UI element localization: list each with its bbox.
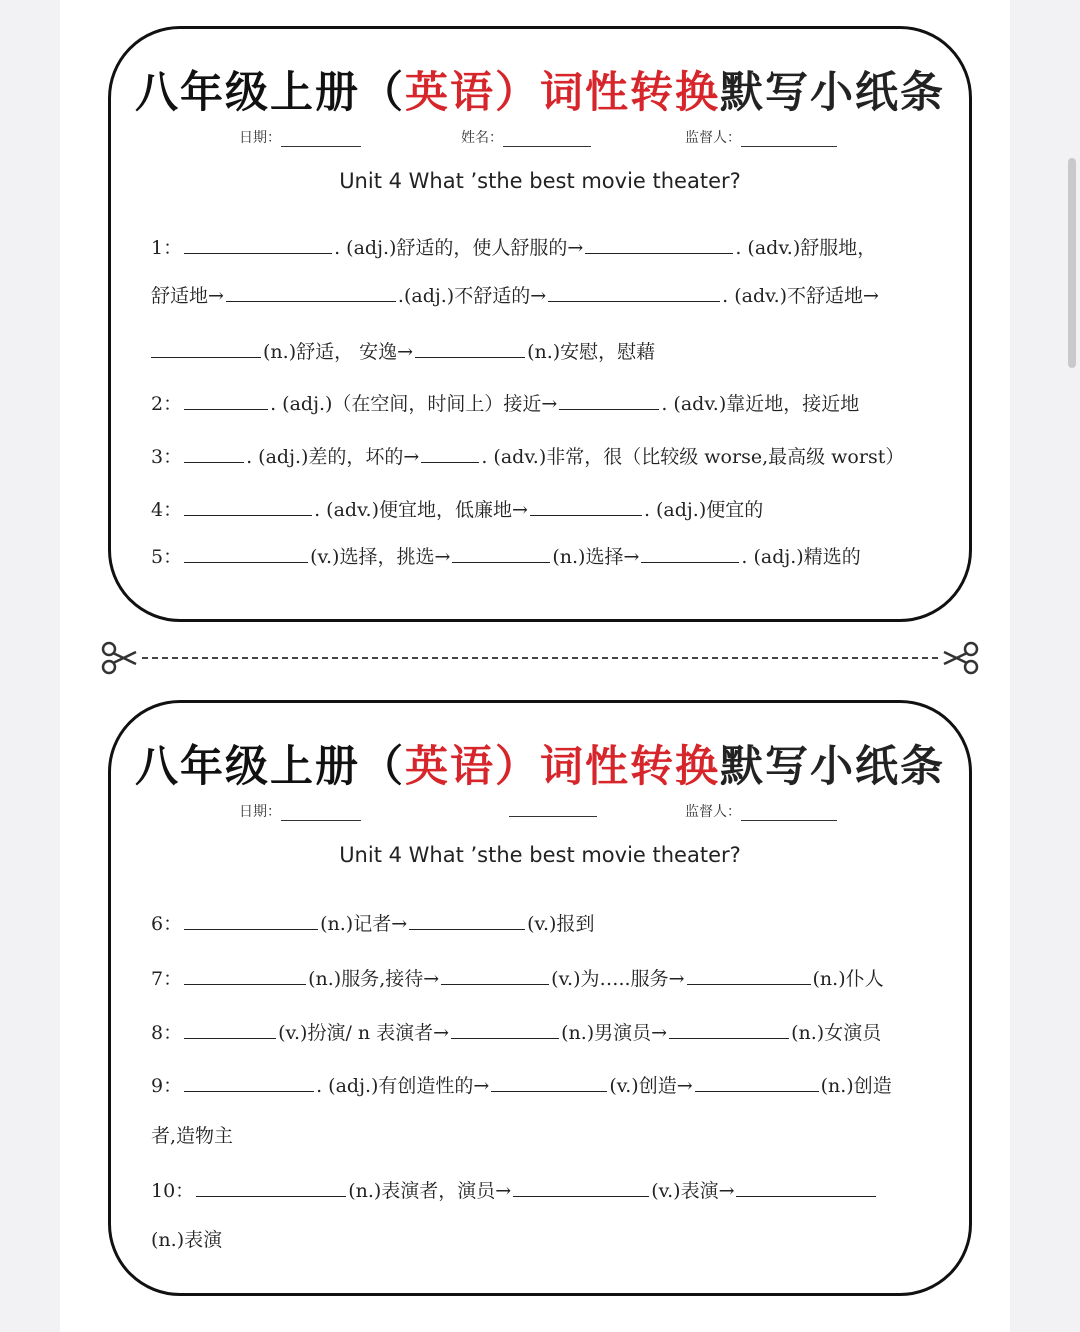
name-field	[509, 801, 597, 817]
answer-blank[interactable]	[409, 911, 525, 930]
answer-blank[interactable]	[184, 966, 306, 985]
date-field: 日期：	[239, 801, 361, 821]
date-blank[interactable]	[281, 806, 361, 821]
exercise-line: 4： . (adv.)便宜地，低廉地→ . (adj.)便宜的	[151, 499, 764, 521]
exercise-line: 2： . (adj.)（在空间，时间上）接近→ . (adv.)靠近地，接近地	[151, 393, 860, 415]
answer-blank[interactable]	[184, 1073, 314, 1092]
answer-blank[interactable]	[513, 1178, 649, 1197]
answer-blank[interactable]	[184, 911, 318, 930]
supervisor-field: 监督人：	[685, 127, 837, 147]
answer-blank[interactable]	[530, 497, 642, 516]
scissors-icon	[942, 640, 980, 676]
exercise-line: 舒适地→ .(adj.)不舒适的→ . (adv.)不舒适地→	[151, 285, 879, 307]
answer-blank[interactable]	[641, 544, 739, 563]
answer-blank[interactable]	[548, 283, 720, 302]
exercise-line: 8： (v.)扮演/ n 表演者→ (n.)男演员→ (n.)女演员	[151, 1022, 882, 1044]
title-highlight: 英语）词性转换	[405, 68, 720, 118]
dictation-slip-2	[108, 700, 972, 1296]
answer-blank[interactable]	[491, 1073, 607, 1092]
answer-blank[interactable]	[415, 339, 525, 358]
exercise-line: (n.)舒适， 安逸→ (n.)安慰，慰藉	[151, 337, 655, 364]
exercise-line: 3： . (adj.)差的，坏的→ . (adv.)非常，很（比较级 worse,最高级 worst）	[151, 446, 905, 468]
answer-blank[interactable]	[196, 1178, 346, 1197]
title-highlight: 英语）词性转换	[405, 742, 720, 792]
title-prefix: 八年级上册（	[135, 68, 405, 118]
answer-blank[interactable]	[184, 391, 268, 410]
supervisor-blank[interactable]	[741, 132, 837, 147]
exercise-line: 6： (n.)记者→ (v.)报到	[151, 913, 595, 935]
answer-blank[interactable]	[184, 235, 332, 254]
answer-blank[interactable]	[687, 966, 811, 985]
title-suffix: 默写小纸条	[720, 742, 945, 792]
exercise-line: 1： . (adj.)舒适的，使人舒服的→ . (adv.)舒服地，	[151, 237, 877, 259]
supervisor-field: 监督人：	[685, 801, 837, 821]
exercise-line: 7： (n.)服务,接待→ (v.)为…..服务→ (n.)仆人	[151, 968, 884, 990]
name-blank[interactable]	[509, 802, 597, 817]
exercise-line: 5： (v.)选择，挑选→ (n.)选择→ . (adj.)精选的	[151, 546, 861, 568]
answer-blank[interactable]	[452, 544, 550, 563]
answer-blank[interactable]	[559, 391, 659, 410]
answer-blank[interactable]	[184, 497, 312, 516]
answer-blank[interactable]	[695, 1073, 819, 1092]
dictation-slip-1	[108, 26, 972, 622]
name-blank[interactable]	[503, 132, 591, 147]
scrollbar-thumb[interactable]	[1068, 158, 1076, 368]
title-suffix: 默写小纸条	[720, 68, 945, 118]
date-blank[interactable]	[281, 132, 361, 147]
answer-blank[interactable]	[669, 1020, 789, 1039]
answer-blank[interactable]	[421, 444, 479, 463]
answer-blank[interactable]	[736, 1178, 876, 1197]
answer-blank[interactable]	[184, 444, 244, 463]
answer-blank[interactable]	[184, 1020, 276, 1039]
unit-heading: Unit 4 What ’sthe best movie theater?	[339, 169, 741, 193]
slip-title	[111, 733, 969, 794]
cut-line	[100, 638, 980, 678]
answer-blank[interactable]	[226, 283, 396, 302]
title-prefix: 八年级上册（	[135, 742, 405, 792]
slip-title	[111, 59, 969, 120]
answer-blank[interactable]	[441, 966, 549, 985]
exercise-line: 10： (n.)表演者，演员→ (v.)表演→	[151, 1176, 878, 1203]
answer-blank[interactable]	[585, 235, 733, 254]
scissors-icon	[100, 640, 138, 676]
exercise-line: (n.)表演	[151, 1229, 223, 1251]
exercise-line: 9： . (adj.)有创造性的→ (v.)创造→ (n.)创造	[151, 1075, 892, 1097]
date-field: 日期：	[239, 127, 361, 147]
unit-heading: Unit 4 What ’sthe best movie theater?	[339, 843, 741, 867]
supervisor-blank[interactable]	[741, 806, 837, 821]
exercise-line: 者,造物主	[151, 1125, 234, 1147]
name-field: 姓名：	[461, 127, 591, 147]
dashed-divider	[142, 657, 938, 659]
answer-blank[interactable]	[184, 544, 308, 563]
answer-blank[interactable]	[451, 1020, 559, 1039]
answer-blank[interactable]	[151, 339, 261, 358]
